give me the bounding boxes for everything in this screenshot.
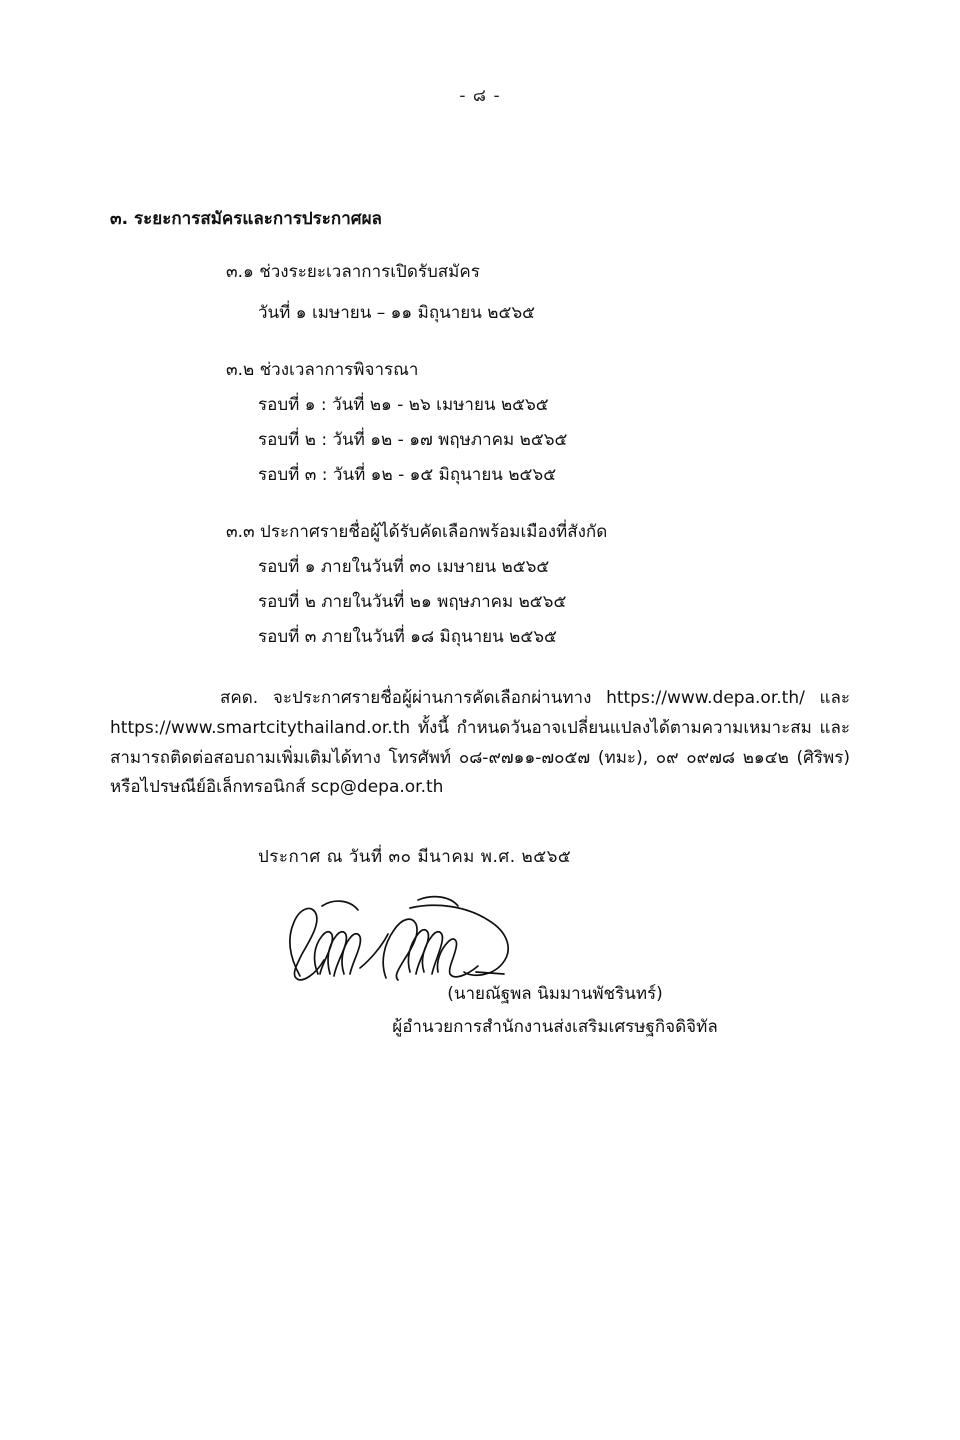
- subsection-3-3-line-2: รอบที่ ๒ ภายในวันที่ ๒๑ พฤษภาคม ๒๕๖๕: [258, 592, 567, 612]
- signature-name: (นายณัฐพล นิมมานพัชรินทร์): [447, 984, 663, 1004]
- signature-block: [110, 888, 850, 1040]
- document-page: [0, 82, 960, 1440]
- subsection-heading-3-3: ๓.๓ ประกาศรายชื่อผู้ได้รับคัดเลือกพร้อมเมืองที่สังกัด: [226, 522, 608, 542]
- section-heading: ๓. ระยะการสมัครและการประกาศผล: [110, 209, 382, 229]
- subsection-3-1-line-1: วันที่ ๑ เมษายน – ๑๑ มิถุนายน ๒๕๖๕: [258, 303, 535, 323]
- page-number: - ๘ -: [459, 86, 501, 106]
- subsection-3-3-line-3: รอบที่ ๓ ภายในวันที่ ๑๘ มิถุนายน ๒๕๖๕: [258, 627, 557, 647]
- paragraph-text: สคด. จะประกาศรายชื่อผู้ผ่านการคัดเลือกผ่านทาง https://www.depa.or.th/ และ https://www.smartcitythailand.or.th ทั้งนี้ กำหนดวันอาจเปลี่ยนแปลงได้ตามความเหมาะสม และสามารถติดต่อสอบถามเพิ่มเติมได้ทาง โทรศัพท์ ๐๘-๙๗๑๑-๗๐๕๗ (ทมะ), ๐๙ ๐๙๗๘ ๒๑๔๒ (ศิริพร) หรือไปรษณีย์อิเล็กทรอนิกส์ scp@depa.or.th: [110, 688, 850, 798]
- document-content: [110, 205, 850, 1040]
- signature-title: ผู้อำนวยการสำนักงานส่งเสริมเศรษฐกิจดิจิทัล: [392, 1017, 718, 1037]
- announcement-date: ประกาศ ณ วันที่ ๓๐ มีนาคม พ.ศ. ๒๕๖๕: [258, 847, 572, 867]
- subsection-heading-3-2: ๓.๒ ช่วงเวลาการพิจารณา: [226, 360, 419, 380]
- contact-paragraph: [110, 684, 850, 803]
- subsection-3-3-line-1: รอบที่ ๑ ภายในวันที่ ๓๐ เมษายน ๒๕๖๕: [258, 557, 550, 577]
- subsection-3-2-line-2: รอบที่ ๒ : วันที่ ๑๒ - ๑๗ พฤษภาคม ๒๕๖๕: [258, 430, 568, 450]
- subsection-heading-3-1: ๓.๑ ช่วงระยะเวลาการเปิดรับสมัคร: [226, 262, 480, 282]
- subsection-3-2-line-3: รอบที่ ๓ : วันที่ ๑๒ - ๑๕ มิถุนายน ๒๕๖๕: [258, 465, 557, 485]
- subsection-3-2-line-1: รอบที่ ๑ : วันที่ ๒๑ - ๒๖ เมษายน ๒๕๖๕: [258, 395, 549, 415]
